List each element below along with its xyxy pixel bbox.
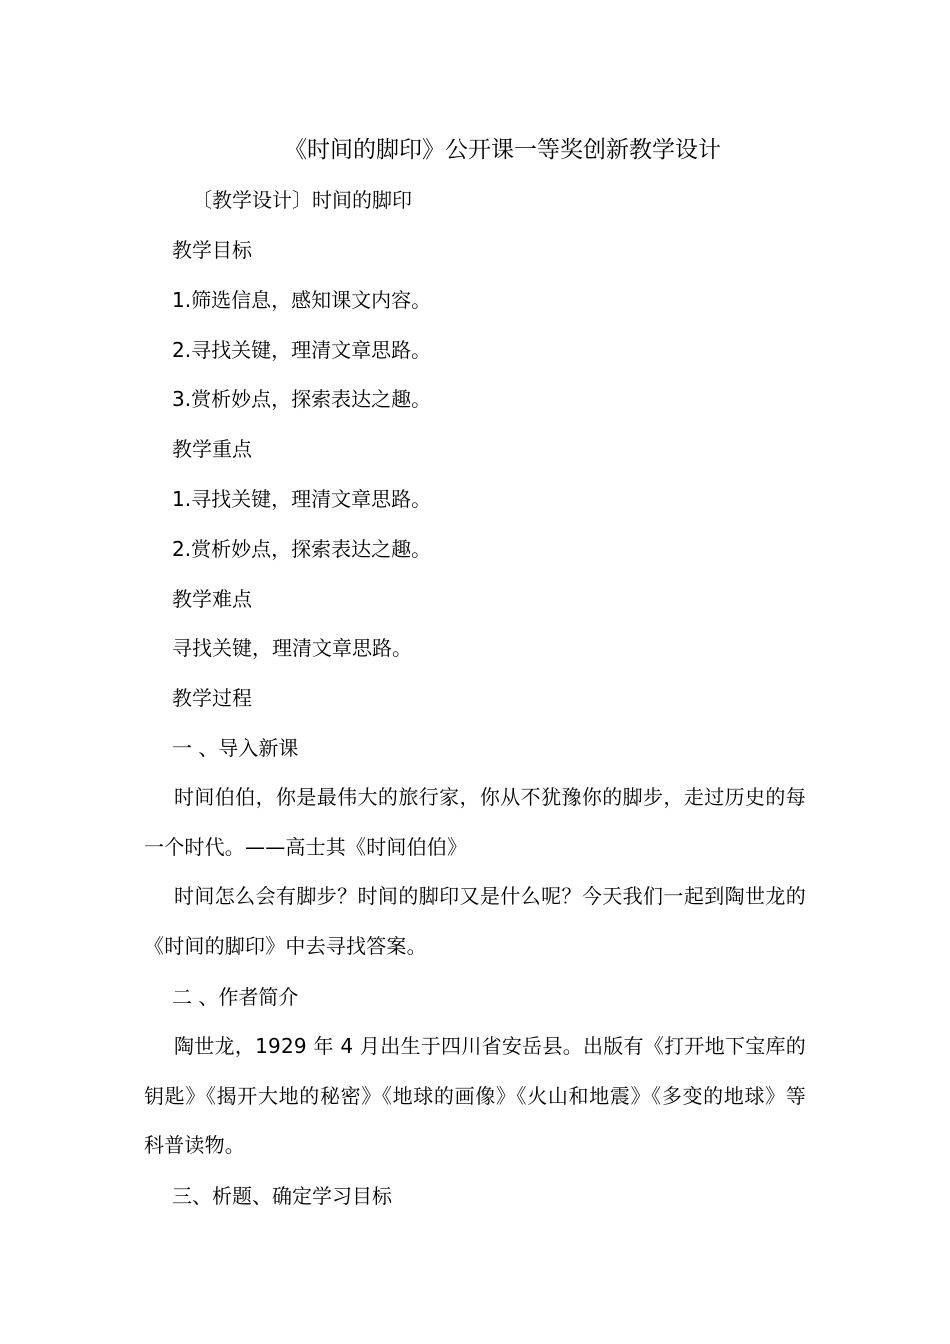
section2-paragraph: 陶世龙，1929 年 4 月出生于四川省安岳县。出版有《打开地下宝库的钥匙》《揭开大地的秘密》《地球的画像》《火山和地震》《多变的地球》等科普读物。 [144,1034,806,1157]
section3-heading: 三、析题、确定学习目标 [172,1184,392,1208]
objective-item-3: 3.赏析妙点，探索表达之趣。 [172,387,432,411]
key-point-item-1: 1.寻找关键，理清文章思路。 [172,487,432,511]
section1-heading: 一 、导入新课 [172,736,299,760]
document-title: 《时间的脚印》公开课一等奖创新教学设计 [284,137,721,163]
difficulty-heading: 教学难点 [172,587,252,611]
section1-paragraph-intro: 时间怎么会有脚步？时间的脚印又是什么呢？今天我们一起到陶世龙的《时间的脚印》中去寻找答案。 [144,884,806,958]
key-point-item-2: 2.赏析妙点，探索表达之趣。 [172,537,432,561]
document-subtitle: 〔教学设计〕时间的脚印 [192,188,412,212]
section1-paragraph-quote: 时间伯伯，你是最伟大的旅行家，你从不犹豫你的脚步，走过历史的每一个时代。——高士其《时间伯伯》 [144,785,806,859]
objective-item-1: 1.筛选信息，感知课文内容。 [172,288,432,312]
objectives-heading: 教学目标 [172,238,252,262]
objective-item-2: 2.寻找关键，理清文章思路。 [172,338,432,362]
section2-heading: 二 、作者简介 [172,985,299,1009]
difficulty-text: 寻找关键，理清文章思路。 [172,636,412,660]
process-heading: 教学过程 [172,686,252,710]
key-points-heading: 教学重点 [172,437,252,461]
